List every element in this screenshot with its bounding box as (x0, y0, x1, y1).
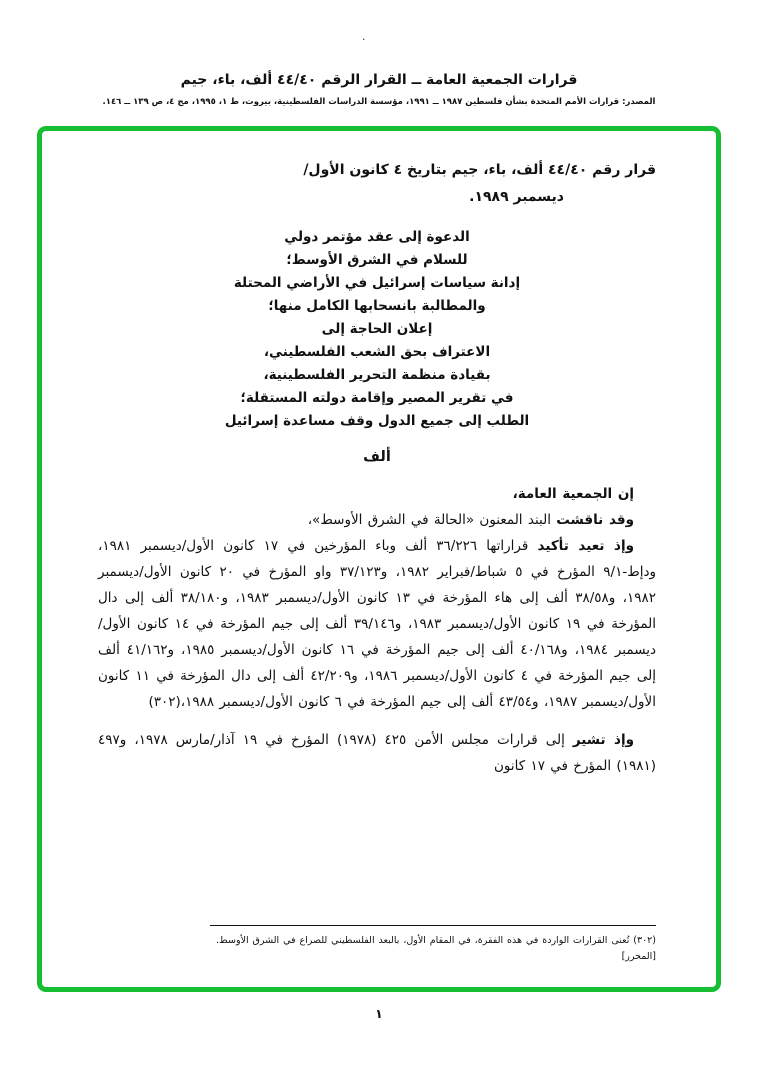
document-green-box (37, 126, 721, 992)
page-header (0, 0, 758, 107)
paragraph-lead: وقد ناقشت (556, 512, 634, 528)
subtitle-line: الطلب إلى جميع الدول وقف مساعدة إسرائيل (224, 413, 530, 429)
paragraph-text: إلى قرارات مجلس الأمن ٤٢٥ (١٩٧٨) المؤرخ في ١٩ آذار/مارس ١٩٧٨، و٤٩٧ (١٩٨١) المؤرخ في ١٧ كانون (98, 732, 656, 774)
paragraph-text: البند المعنون «الحالة في الشرق الأوسط»، (307, 512, 557, 528)
paragraph-preamble (98, 727, 656, 779)
subtitle-line: إدانة سياسات إسرائيل في الأراضي المحتلة (233, 275, 521, 291)
footnote-separator-rule (210, 925, 656, 926)
subtitle-line: إعلان الحاجة إلى (321, 321, 433, 337)
paragraph-preamble (98, 533, 656, 715)
paragraph-text: قراراتها ٣٦/٢٢٦ ألف وباء المؤرخين في ١٧ كانون الأول/ديسمبر ١٩٨١، ودإط-٩/١ المؤرخ في ٥ شباط/فبراير ١٩٨٢، و٣٧/١٢٣ واو المؤرخ في ٢٠ كانون الأول/ديسمبر ١٩٨٢، و٣٨/٥٨ ألف إلى هاء المؤرخة في ١٣ كانون الأول/ديسمبر ١٩٨٣، و٣٨/١٨٠ ألف إلى دال المؤرخة في ١٩ كانون الأول/ديسمبر ١٩٨٣، و٣٩/١٤٦ ألف إلى جيم المؤرخة في ١٤ كانون الأول/ديسمبر ١٩٨٤، و٤٠/١٦٨ ألف إلى جيم المؤرخة في ١٦ كانون الأول/ديسمبر ١٩٨٥، و٤١/١٦٢ ألف إلى جيم المؤرخة في ٤ كانون الأول/ديسمبر ١٩٨٦، و٤٢/٢٠٩ ألف إلى دال المؤرخة في ١١ كانون الأول/ديسمبر ١٩٨٧، و٤٣/٥٤ ألف إلى جيم المؤرخة في ٦ كانون الأول/ديسمبر ١٩٨٨،(٣٠٢) (98, 538, 657, 710)
page-title: قرارات الجمعية العامة ــ القرار الرقم ٤٤/٤٠ ألف، باء، جيم (180, 72, 578, 88)
resolution-subtitle-block (98, 226, 656, 433)
subtitle-line: الدعوة إلى عقد مؤتمر دولي (284, 229, 470, 245)
resolution-title-line1: قرار رقم ٤٤/٤٠ ألف، باء، جيم بتاريخ ٤ كانون الأول/ (303, 162, 656, 178)
subtitle-line: في تقرير المصير وإقامة دولته المستقلة؛ (240, 390, 514, 406)
section-heading-alif: ألف (363, 449, 391, 465)
footnote-text: (٣٠٢) تُعنى القرارات الواردة في هذه الفقرة، في المقام الأول، بالبعد الفلسطيني للصراع في الشرق الأوسط. [المحرر] (216, 935, 656, 962)
resolution-title-line2: ديسمبر ١٩٨٩. (469, 189, 564, 205)
paragraph-lead: وإذ تعيد تأكيد (537, 538, 634, 554)
page-number: ١ (375, 1006, 383, 1021)
subtitle-line: بقيادة منظمة التحرير الفلسطينية، (263, 367, 491, 383)
subtitle-line: والمطالبة بانسحابها الكامل منها؛ (268, 298, 486, 314)
paragraph-lead: إن الجمعية العامة، (512, 486, 634, 502)
resolution-body (98, 481, 656, 779)
vertical-spacer (98, 779, 656, 925)
subtitle-line: للسلام في الشرق الأوسط؛ (286, 252, 468, 268)
subtitle-line: الاعتراف بحق الشعب الفلسطيني، (263, 344, 491, 360)
resolution-title (98, 157, 656, 211)
stray-ink-mark: . (362, 30, 366, 43)
paragraph-preamble (98, 507, 656, 533)
paragraph-preamble (98, 481, 656, 507)
source-citation: المصدر: قرارات الأمم المتحدة بشأن فلسطين ١٩٨٧ ــ ١٩٩١، مؤسسة الدراسات الفلسطينية، بيروت، ط ١، ١٩٩٥، مج ٤، ص ١٣٩ ــ ١٤٦. (102, 97, 656, 107)
paragraph-lead: وإذ تشير (572, 732, 634, 748)
